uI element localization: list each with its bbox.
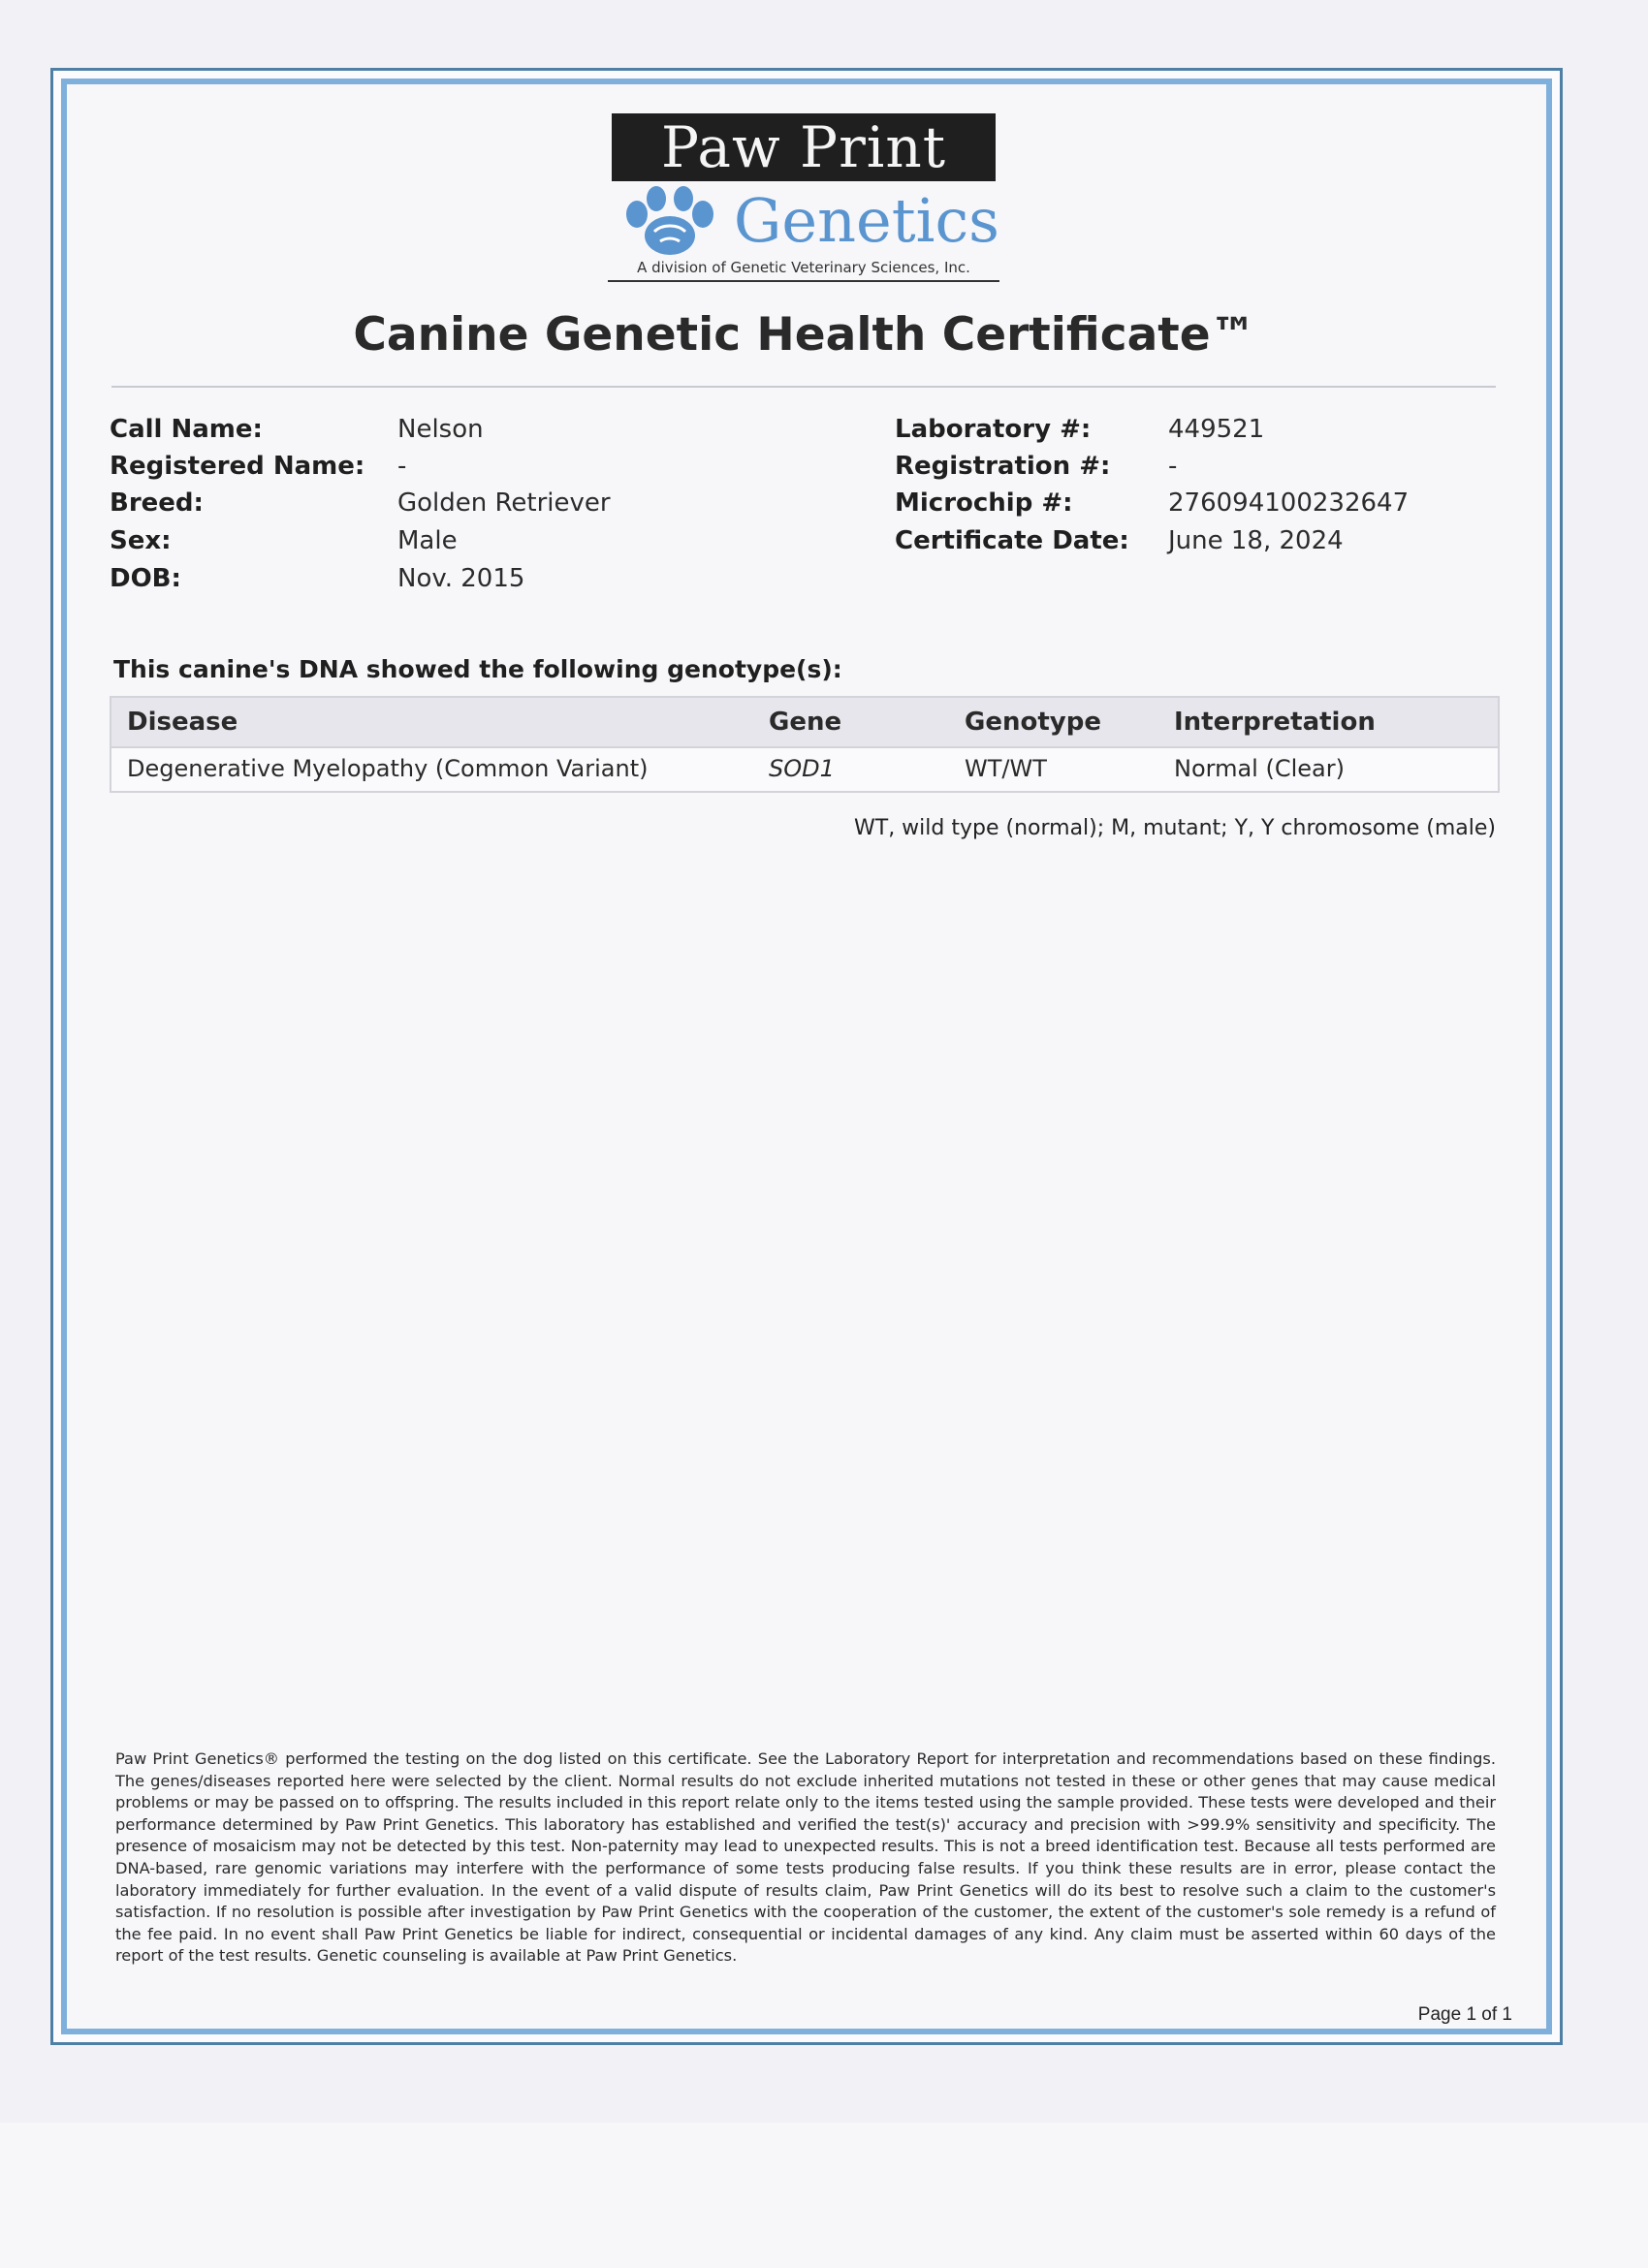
table-header [111, 698, 1498, 748]
genotype-cell: WT/WT [965, 755, 1047, 782]
call-name-label: Call Name: [110, 415, 263, 444]
title-divider [111, 386, 1496, 388]
call-name-value: Nelson [397, 415, 484, 444]
paw-icon [616, 181, 724, 263]
dob-label: DOB: [110, 564, 181, 593]
page-title: Canine Genetic Health Certificate™ [353, 308, 1256, 362]
microchip-number-label: Microchip #: [895, 488, 1073, 518]
logo-tagline: A division of Genetic Veterinary Sciences, Inc. [608, 255, 999, 282]
dob-value: Nov. 2015 [397, 564, 525, 593]
breed-label: Breed: [110, 488, 204, 518]
sex-label: Sex: [110, 526, 172, 555]
laboratory-number-label: Laboratory #: [895, 415, 1092, 444]
genotype-table [110, 696, 1500, 793]
sex-value: Male [397, 526, 458, 555]
column-header-gene: Gene [769, 708, 842, 737]
paw-print-genetics-logo [608, 113, 999, 284]
laboratory-number-value: 449521 [1168, 415, 1265, 444]
microchip-number-value: 276094100232647 [1168, 488, 1410, 518]
column-header-genotype: Genotype [965, 708, 1101, 737]
logo-wordmark-top: Paw Print [612, 113, 996, 181]
breed-value: Golden Retriever [397, 488, 611, 518]
disease-cell: Degenerative Myelopathy (Common Variant) [127, 755, 649, 782]
certificate-date-label: Certificate Date: [895, 526, 1129, 555]
gene-cell: SOD1 [769, 755, 835, 782]
certificate-date-value: June 18, 2024 [1168, 526, 1344, 555]
page-bottom-margin [0, 2123, 1648, 2268]
legal-disclaimer: Paw Print Genetics® performed the testing on the dog listed on this certificate. See the Laboratory Report for interpretation and recommendations based on these findings. The genes/diseases reported here were selected by the client. Normal results do not exclude inherited mutations not tested in these or other genes that may cause medical problems or may be passed on to offspring. The results included in this report relate only to the items tested using the sample provided. These tests were developed and their performance determined by Paw Print Genetics. This laboratory has established and verified the test(s)' accuracy and precision with >99.9% sensitivity and specificity. The presence of mosaicism may not be detected by this test. Non-paternity may lead to unexpected results. This is not a breed identification test. Because all tests performed are DNA-based, rare genomic variations may interfere with the performance of some tests producing false results. If you think these results are in error, please contact the laboratory immediately for further evaluation. In the event of a valid dispute of results claim, Paw Print Genetics will do its best to resolve such a claim to the customer's satisfaction. If no resolution is possible after investigation by Paw Print Genetics with the cooperation of the customer, the extent of the customer's sole remedy is a refund of the fee paid. In no event shall Paw Print Genetics be liable for indirect, consequential or incidental damages of any kind. Any claim must be asserted within 60 days of the report of the test results. Genetic counseling is available at Paw Print Genetics. [115, 1749, 1496, 1966]
page-number: Page 1 of 1 [1417, 2004, 1512, 2025]
column-header-interpretation: Interpretation [1174, 708, 1376, 737]
registered-name-value: - [397, 452, 407, 481]
interpretation-cell: Normal (Clear) [1174, 755, 1345, 782]
column-header-disease: Disease [127, 708, 238, 737]
registered-name-label: Registered Name: [110, 452, 365, 481]
certificate-inner-border [61, 79, 1552, 2034]
registration-number-label: Registration #: [895, 452, 1111, 481]
registration-number-value: - [1168, 452, 1178, 481]
genotype-section-heading: This canine's DNA showed the following genotype(s): [113, 655, 842, 683]
genotype-legend: WT, wild type (normal); M, mutant; Y, Y chromosome (male) [854, 816, 1496, 840]
logo-wordmark-bottom: Genetics [733, 185, 999, 256]
